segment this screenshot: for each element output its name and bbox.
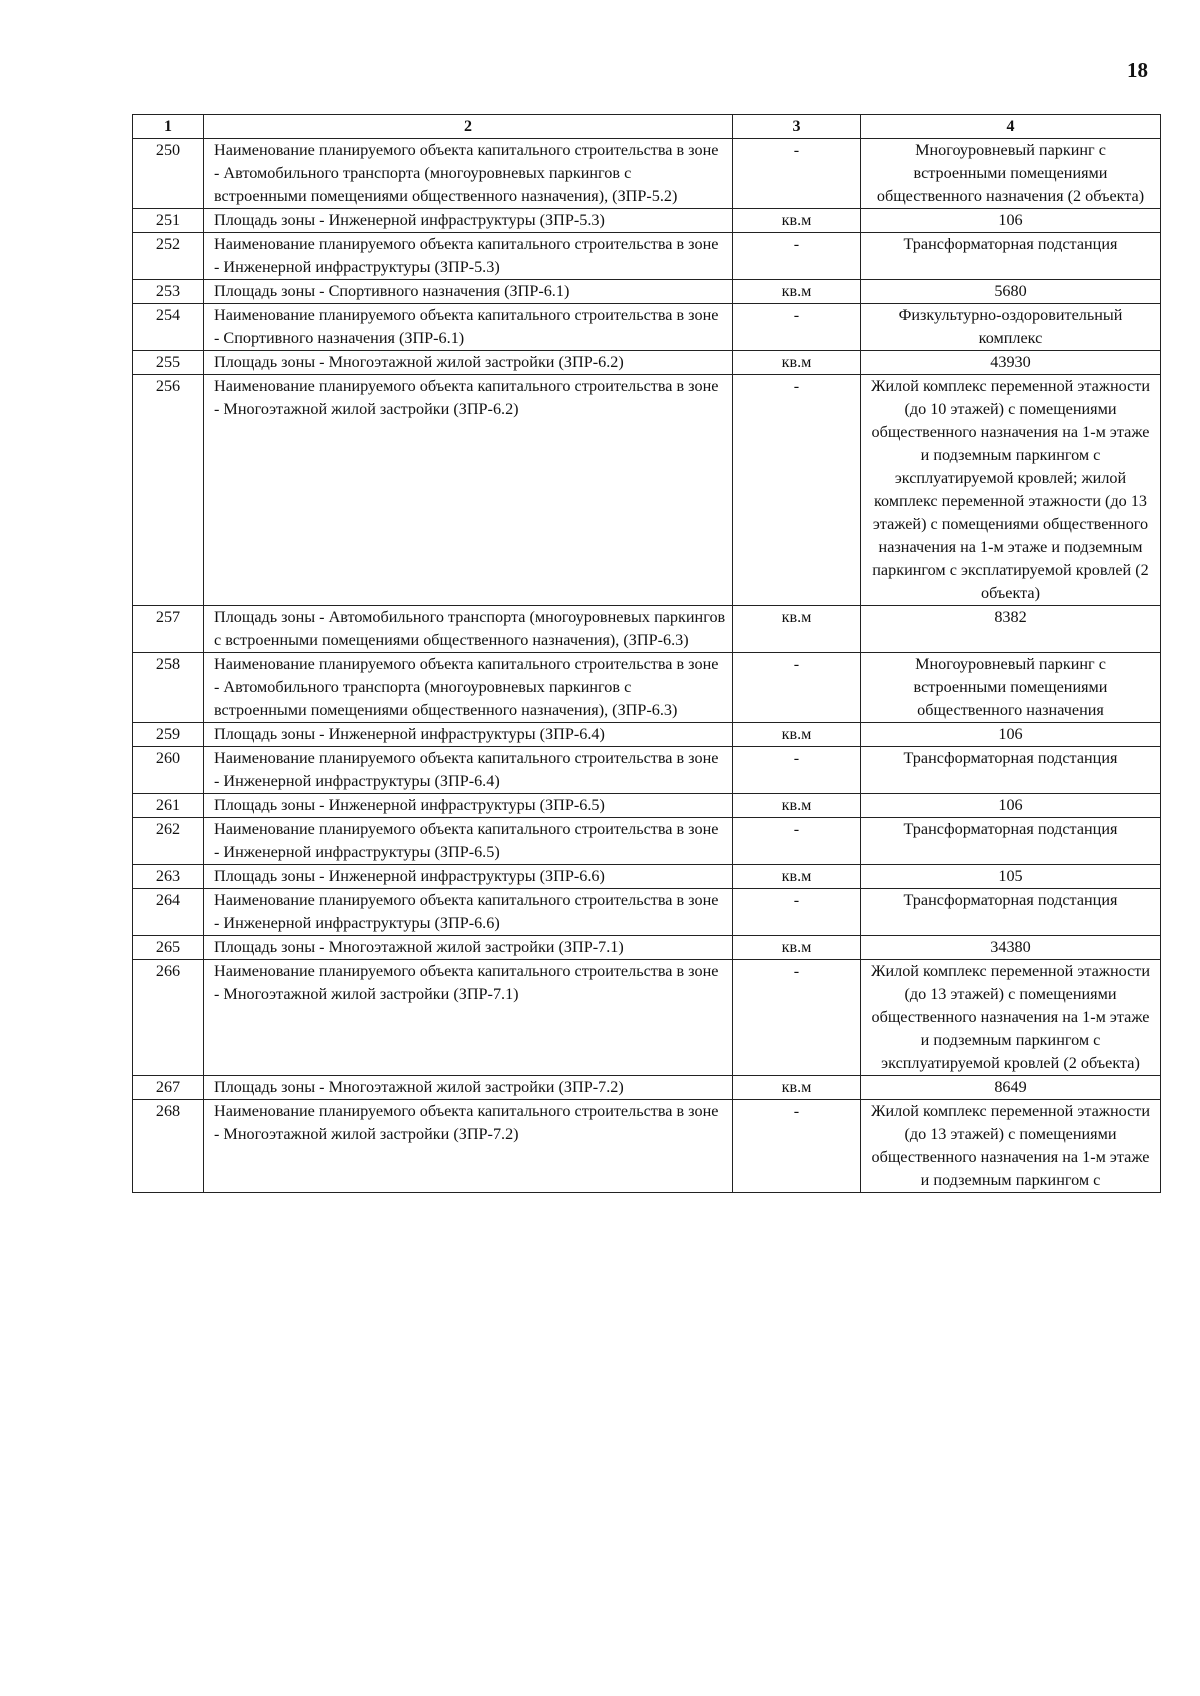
row-number-cell: 259 bbox=[133, 723, 204, 747]
description-cell: Площадь зоны - Многоэтажной жилой застройки (ЗПР-7.1) bbox=[204, 936, 733, 960]
value-cell: Жилой комплекс переменной этажности (до 10 этажей) с помещениями общественного назначения на 1-м этаже и подземным паркингом с эксплуатируемой кровлей; жилой комплекс переменной этажности (до 13 этажей) с помещениями общественного назначения на 1-м этаже и подземным паркингом с эксплатируемой кровлей (2 объекта) bbox=[861, 375, 1161, 606]
unit-cell: кв.м bbox=[733, 209, 861, 233]
table-row bbox=[133, 304, 1161, 351]
value-cell: 105 bbox=[861, 865, 1161, 889]
row-number-cell: 264 bbox=[133, 889, 204, 936]
column-header: 4 bbox=[861, 115, 1161, 139]
value-cell: Жилой комплекс переменной этажности (до 13 этажей) с помещениями общественного назначения на 1-м этаже и подземным паркингом с эксплуатируемой кровлей (2 объекта) bbox=[861, 960, 1161, 1076]
unit-cell: - bbox=[733, 889, 861, 936]
table-row bbox=[133, 818, 1161, 865]
description-cell: Наименование планируемого объекта капитального строительства в зоне - Инженерной инфраструктуры (ЗПР-6.6) bbox=[204, 889, 733, 936]
description-cell: Наименование планируемого объекта капитального строительства в зоне - Инженерной инфраструктуры (ЗПР-6.4) bbox=[204, 747, 733, 794]
value-cell: 43930 bbox=[861, 351, 1161, 375]
value-cell: 106 bbox=[861, 723, 1161, 747]
value-cell: Трансформаторная подстанция bbox=[861, 818, 1161, 865]
unit-cell: - bbox=[733, 375, 861, 606]
description-cell: Площадь зоны - Спортивного назначения (ЗПР-6.1) bbox=[204, 280, 733, 304]
row-number-cell: 251 bbox=[133, 209, 204, 233]
table-row bbox=[133, 653, 1161, 723]
value-cell: 106 bbox=[861, 794, 1161, 818]
unit-cell: - bbox=[733, 747, 861, 794]
value-cell: Физкультурно-оздоровительный комплекс bbox=[861, 304, 1161, 351]
value-cell: 8649 bbox=[861, 1076, 1161, 1100]
unit-cell: кв.м bbox=[733, 936, 861, 960]
description-cell: Наименование планируемого объекта капитального строительства в зоне - Автомобильного транспорта (многоуровневых паркингов с встроенными помещениями общественного назначения), (ЗПР-6.3) bbox=[204, 653, 733, 723]
unit-cell: - bbox=[733, 960, 861, 1076]
description-cell: Площадь зоны - Инженерной инфраструктуры (ЗПР-6.4) bbox=[204, 723, 733, 747]
row-number-cell: 255 bbox=[133, 351, 204, 375]
description-cell: Наименование планируемого объекта капитального строительства в зоне - Многоэтажной жилой застройки (ЗПР-6.2) bbox=[204, 375, 733, 606]
table-row bbox=[133, 606, 1161, 653]
value-cell: Жилой комплекс переменной этажности (до 13 этажей) с помещениями общественного назначения на 1-м этаже и подземным паркингом с bbox=[861, 1100, 1161, 1193]
table-row bbox=[133, 375, 1161, 606]
value-cell: Многоуровневый паркинг с встроенными помещениями общественного назначения (2 объекта) bbox=[861, 139, 1161, 209]
unit-cell: - bbox=[733, 1100, 861, 1193]
row-number-cell: 252 bbox=[133, 233, 204, 280]
table-row bbox=[133, 865, 1161, 889]
table-row bbox=[133, 280, 1161, 304]
row-number-cell: 250 bbox=[133, 139, 204, 209]
row-number-cell: 268 bbox=[133, 1100, 204, 1193]
value-cell: 5680 bbox=[861, 280, 1161, 304]
table-row bbox=[133, 351, 1161, 375]
row-number-cell: 261 bbox=[133, 794, 204, 818]
table-row bbox=[133, 723, 1161, 747]
row-number-cell: 267 bbox=[133, 1076, 204, 1100]
row-number-cell: 262 bbox=[133, 818, 204, 865]
table-body bbox=[133, 139, 1161, 1193]
description-cell: Площадь зоны - Инженерной инфраструктуры (ЗПР-6.5) bbox=[204, 794, 733, 818]
unit-cell: - bbox=[733, 818, 861, 865]
value-cell: Трансформаторная подстанция bbox=[861, 233, 1161, 280]
row-number-cell: 254 bbox=[133, 304, 204, 351]
value-cell: 106 bbox=[861, 209, 1161, 233]
description-cell: Наименование планируемого объекта капитального строительства в зоне - Инженерной инфраструктуры (ЗПР-6.5) bbox=[204, 818, 733, 865]
row-number-cell: 256 bbox=[133, 375, 204, 606]
row-number-cell: 263 bbox=[133, 865, 204, 889]
table-header-row bbox=[133, 115, 1161, 139]
value-cell: Трансформаторная подстанция bbox=[861, 889, 1161, 936]
row-number-cell: 253 bbox=[133, 280, 204, 304]
description-cell: Площадь зоны - Многоэтажной жилой застройки (ЗПР-6.2) bbox=[204, 351, 733, 375]
description-cell: Площадь зоны - Автомобильного транспорта (многоуровневых паркингов с встроенными помещениями общественного назначения), (ЗПР-6.3) bbox=[204, 606, 733, 653]
unit-cell: кв.м bbox=[733, 280, 861, 304]
unit-cell: кв.м bbox=[733, 865, 861, 889]
description-cell: Площадь зоны - Многоэтажной жилой застройки (ЗПР-7.2) bbox=[204, 1076, 733, 1100]
column-header: 2 bbox=[204, 115, 733, 139]
table-row bbox=[133, 1076, 1161, 1100]
description-cell: Наименование планируемого объекта капитального строительства в зоне - Многоэтажной жилой застройки (ЗПР-7.1) bbox=[204, 960, 733, 1076]
unit-cell: - bbox=[733, 304, 861, 351]
description-cell: Площадь зоны - Инженерной инфраструктуры (ЗПР-6.6) bbox=[204, 865, 733, 889]
table-row bbox=[133, 794, 1161, 818]
description-cell: Наименование планируемого объекта капитального строительства в зоне - Автомобильного транспорта (многоуровневых паркингов с встроенными помещениями общественного назначения), (ЗПР-5.2) bbox=[204, 139, 733, 209]
description-cell: Наименование планируемого объекта капитального строительства в зоне - Многоэтажной жилой застройки (ЗПР-7.2) bbox=[204, 1100, 733, 1193]
description-cell: Наименование планируемого объекта капитального строительства в зоне - Спортивного назначения (ЗПР-6.1) bbox=[204, 304, 733, 351]
unit-cell: кв.м bbox=[733, 723, 861, 747]
row-number-cell: 266 bbox=[133, 960, 204, 1076]
row-number-cell: 257 bbox=[133, 606, 204, 653]
column-header: 3 bbox=[733, 115, 861, 139]
page-number: 18 bbox=[1127, 58, 1148, 82]
unit-cell: кв.м bbox=[733, 794, 861, 818]
unit-cell: - bbox=[733, 139, 861, 209]
table-row bbox=[133, 960, 1161, 1076]
table-row bbox=[133, 139, 1161, 209]
description-cell: Площадь зоны - Инженерной инфраструктуры (ЗПР-5.3) bbox=[204, 209, 733, 233]
table-row bbox=[133, 747, 1161, 794]
row-number-cell: 260 bbox=[133, 747, 204, 794]
document-table bbox=[132, 114, 1161, 1193]
table-row bbox=[133, 936, 1161, 960]
unit-cell: - bbox=[733, 653, 861, 723]
table-row bbox=[133, 889, 1161, 936]
table-row bbox=[133, 209, 1161, 233]
value-cell: Трансформаторная подстанция bbox=[861, 747, 1161, 794]
value-cell: 8382 bbox=[861, 606, 1161, 653]
unit-cell: кв.м bbox=[733, 606, 861, 653]
row-number-cell: 265 bbox=[133, 936, 204, 960]
unit-cell: кв.м bbox=[733, 1076, 861, 1100]
table-row bbox=[133, 233, 1161, 280]
column-header: 1 bbox=[133, 115, 204, 139]
description-cell: Наименование планируемого объекта капитального строительства в зоне - Инженерной инфраструктуры (ЗПР-5.3) bbox=[204, 233, 733, 280]
table-row bbox=[133, 1100, 1161, 1193]
row-number-cell: 258 bbox=[133, 653, 204, 723]
unit-cell: кв.м bbox=[733, 351, 861, 375]
value-cell: Многоуровневый паркинг с встроенными помещениями общественного назначения bbox=[861, 653, 1161, 723]
value-cell: 34380 bbox=[861, 936, 1161, 960]
unit-cell: - bbox=[733, 233, 861, 280]
